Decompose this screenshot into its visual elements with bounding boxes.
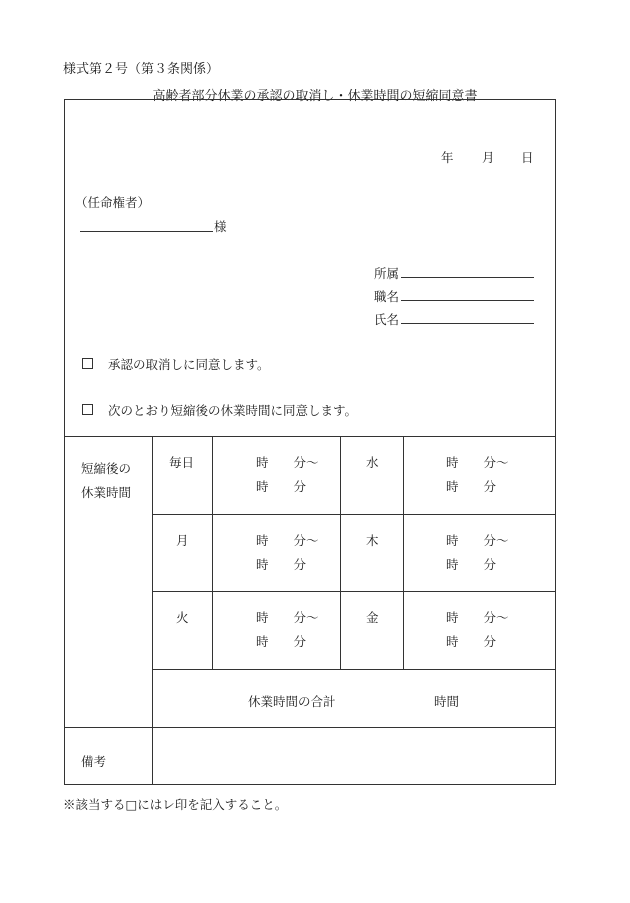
day-column-divider-1 [212, 436, 213, 669]
date-month-label: 月 [482, 150, 495, 165]
thursday-end-time[interactable]: 時 分 [446, 557, 497, 572]
affiliation-label: 所属 [374, 266, 400, 281]
date-year-label: 年 [441, 150, 454, 165]
remarks-label: 備考 [81, 754, 107, 769]
day-tuesday: 火 [176, 610, 189, 625]
honorific-sama: 様 [214, 219, 227, 234]
everyday-end-time[interactable]: 時 分 [256, 479, 307, 494]
day-column-divider-3 [403, 436, 404, 669]
total-hours-unit[interactable]: 時間 [434, 694, 460, 709]
everyday-start-time[interactable]: 時 分〜 [256, 455, 319, 470]
day-thursday: 木 [366, 533, 379, 548]
revoke-approval-label: 承認の取消しに同意します。 [108, 357, 270, 372]
day-wednesday: 水 [366, 455, 379, 470]
tuesday-start-time[interactable]: 時 分〜 [256, 610, 319, 625]
row-divider-3 [152, 669, 556, 670]
shorten-hours-checkbox[interactable] [82, 404, 93, 415]
remarks-field[interactable] [158, 732, 550, 780]
remarks-top-rule [64, 727, 556, 728]
monday-start-time[interactable]: 時 分〜 [256, 533, 319, 548]
affiliation-field[interactable] [401, 277, 534, 278]
schedule-label-line2: 休業時間 [81, 485, 132, 500]
table-top-rule [64, 436, 556, 437]
footnote: ※該当する□にはレ印を記入すること。 [63, 797, 288, 812]
form-number: 様式第２号（第３条関係） [63, 62, 220, 77]
revoke-approval-checkbox[interactable] [82, 358, 93, 369]
position-field[interactable] [401, 300, 534, 301]
thursday-start-time[interactable]: 時 分〜 [446, 533, 509, 548]
position-label: 職名 [374, 289, 400, 304]
day-friday: 金 [366, 610, 379, 625]
wednesday-start-time[interactable]: 時 分〜 [446, 455, 509, 470]
name-field[interactable] [401, 323, 534, 324]
day-everyday: 毎日 [169, 455, 195, 470]
total-hours-label: 休業時間の合計 [248, 694, 336, 709]
appointer-name-field[interactable] [80, 231, 213, 232]
name-label: 氏名 [374, 312, 400, 327]
tuesday-end-time[interactable]: 時 分 [256, 634, 307, 649]
day-column-divider-2 [340, 436, 341, 669]
document-title: 高齢者部分休業の承認の取消し・休業時間の短縮同意書 [152, 89, 478, 104]
date-day-label: 日 [521, 150, 534, 165]
day-monday: 月 [176, 533, 189, 548]
monday-end-time[interactable]: 時 分 [256, 557, 307, 572]
schedule-label-line1: 短縮後の [81, 461, 132, 476]
friday-end-time[interactable]: 時 分 [446, 634, 497, 649]
friday-start-time[interactable]: 時 分〜 [446, 610, 509, 625]
label-column-divider [152, 436, 153, 785]
appointer-label: （任命権者） [75, 195, 151, 210]
wednesday-end-time[interactable]: 時 分 [446, 479, 497, 494]
shorten-hours-label: 次のとおり短縮後の休業時間に同意します。 [108, 403, 358, 418]
